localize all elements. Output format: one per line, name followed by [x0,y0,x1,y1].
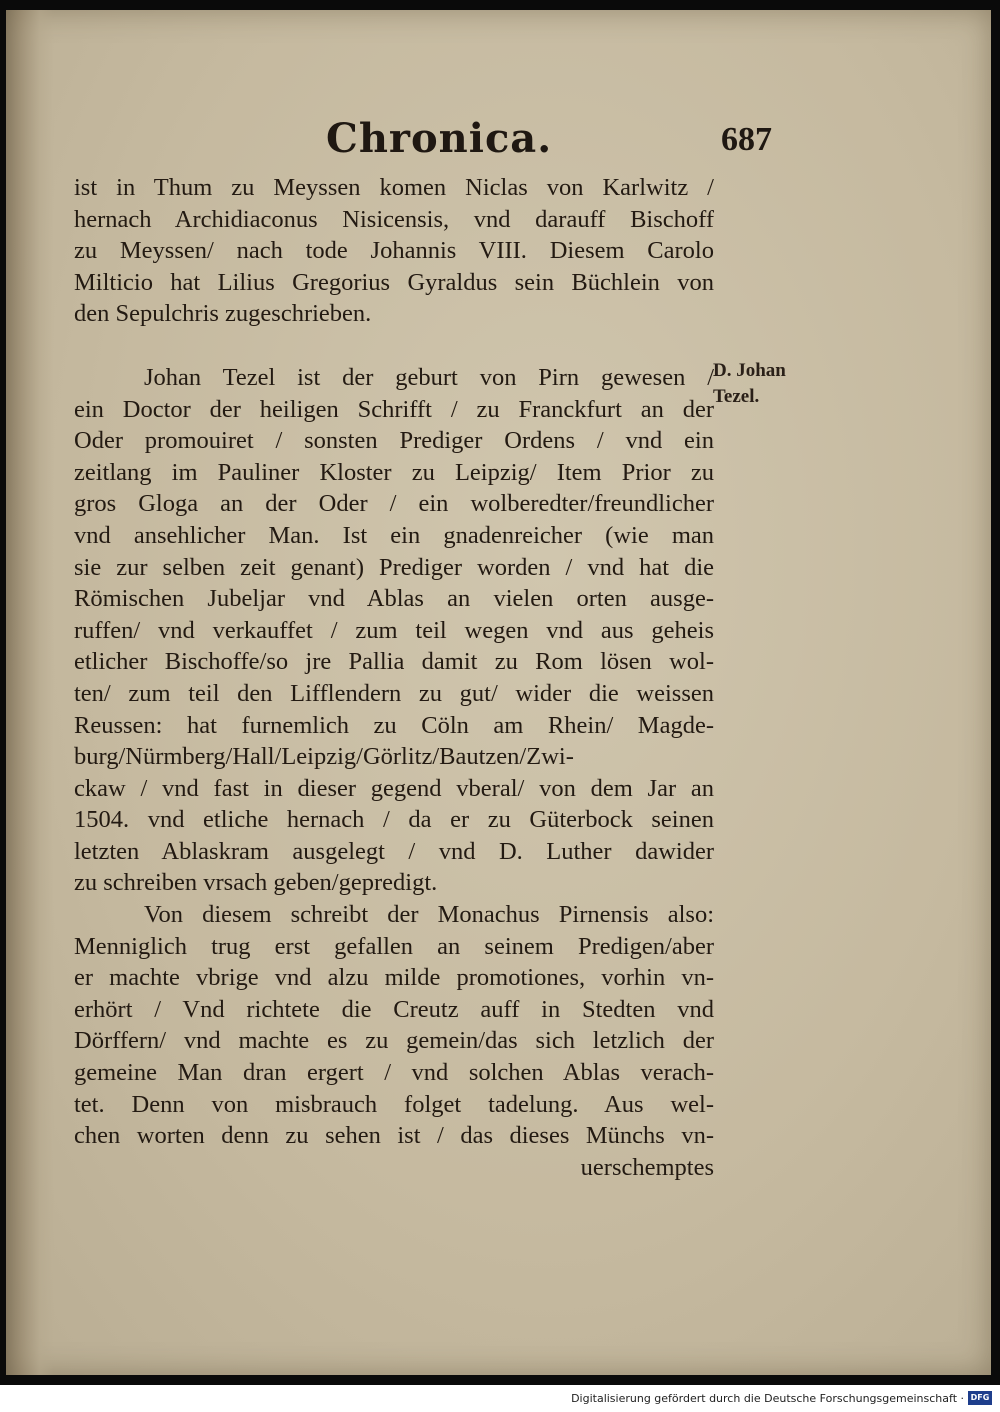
text-line: Oder promouiret / sonsten Prediger Ordens / vnd ein [74,427,714,455]
margin-note-line: D. Johan [713,360,786,381]
text-line: gros Gloga an der Oder / ein wolberedter/freundlicher [74,490,714,518]
text-line: ist in Thum zu Meyssen komen Niclas von Karlwitz / [74,174,714,201]
text-line: Dörffern/ vnd machte es zu gemein/das sich letzlich der [74,1027,714,1055]
text-line: zeitlang im Pauliner Kloster zu Leipzig/ Item Prior zu [74,458,714,486]
text-line: tet. Denn von misbrauch folget tadelung. Aus wel- [74,1090,714,1118]
text-line: vnd ansehlicher Man. Ist ein gnadenreicher (wie man [74,521,714,549]
text-line: zu schreiben vrsach geben/gepredigt. [74,869,438,897]
text-line: ten/ zum teil den Lifflendern zu gut/ wider die weissen [74,679,714,707]
text-line: Römischen Jubeljar vnd Ablas an vielen orten ausge- [74,585,714,613]
dfg-logo-icon: DFG [968,1391,992,1405]
paragraph-gap [74,330,714,362]
page-header [6,115,991,175]
body-text [74,172,714,1183]
text-line: zu Meyssen/ nach tode Johannis VIII. Diesem Carolo [74,237,714,265]
margin-note [713,358,786,410]
text-line: ein Doctor der heiligen Schrifft / zu Franckfurt an der [74,395,714,423]
text-line: chen worten denn zu sehen ist / das dieses Münchs vn- [74,1122,714,1150]
text-line: gemeine Man dran ergert / vnd solchen Ablas verach- [74,1059,714,1087]
text-line: burg/Nürmberg/Hall/Leipzig/Görlitz/Bautzen/Zwi- [74,743,574,771]
text-line: erhört / Vnd richtete die Creutz auff in Stedten vnd [74,995,714,1023]
page-number: 687 [721,121,772,158]
text-line: Menniglich trug erst gefallen an seinem Predigen/aber [74,932,714,960]
text-line: Von diesem schreibt der Monachus Pirnensis also: [144,901,714,929]
book-page [6,10,991,1375]
text-line: ruffen/ vnd verkauffet / zum teil wegen vnd aus geheis [74,616,714,644]
margin-note-line: Tezel. [713,386,760,407]
text-line: Johan Tezel ist der geburt von Pirn gewesen / [144,363,714,391]
text-line: den Sepulchris zugeschrieben. [74,300,372,328]
text-line: hernach Archidiaconus Nisicensis, vnd darauff Bischoff [74,205,714,233]
footer-bar [0,1385,1000,1412]
text-line: letzten Ablaskram ausgelegt / vnd D. Luther dawider [74,837,714,865]
text-line: Milticio hat Lilius Gregorius Gyraldus sein Büchlein von [74,268,714,296]
text-line: sie zur selben zeit genant) Prediger worden / vnd hat die [74,553,714,581]
text-line: ckaw / vnd fast in dieser gegend vberal/ von dem Jar an [74,774,714,802]
digitization-credit: Digitalisierung gefördert durch die Deutsche Forschungsgemeinschaft · [571,1392,964,1405]
catchword: uerschemptes [580,1153,714,1181]
page-gutter [6,10,54,1375]
text-line: 1504. vnd etliche hernach / da er zu Güterbock seinen [74,806,714,834]
text-line: Reussen: hat furnemlich zu Cöln am Rhein/ Magde- [74,711,714,739]
running-title: Chronica. [326,115,553,162]
text-line: er machte vbrige vnd alzu milde promotiones, vorhin vn- [74,964,714,992]
text-line: etlicher Bischoffe/so jre Pallia damit zu Rom lösen wol- [74,648,714,676]
